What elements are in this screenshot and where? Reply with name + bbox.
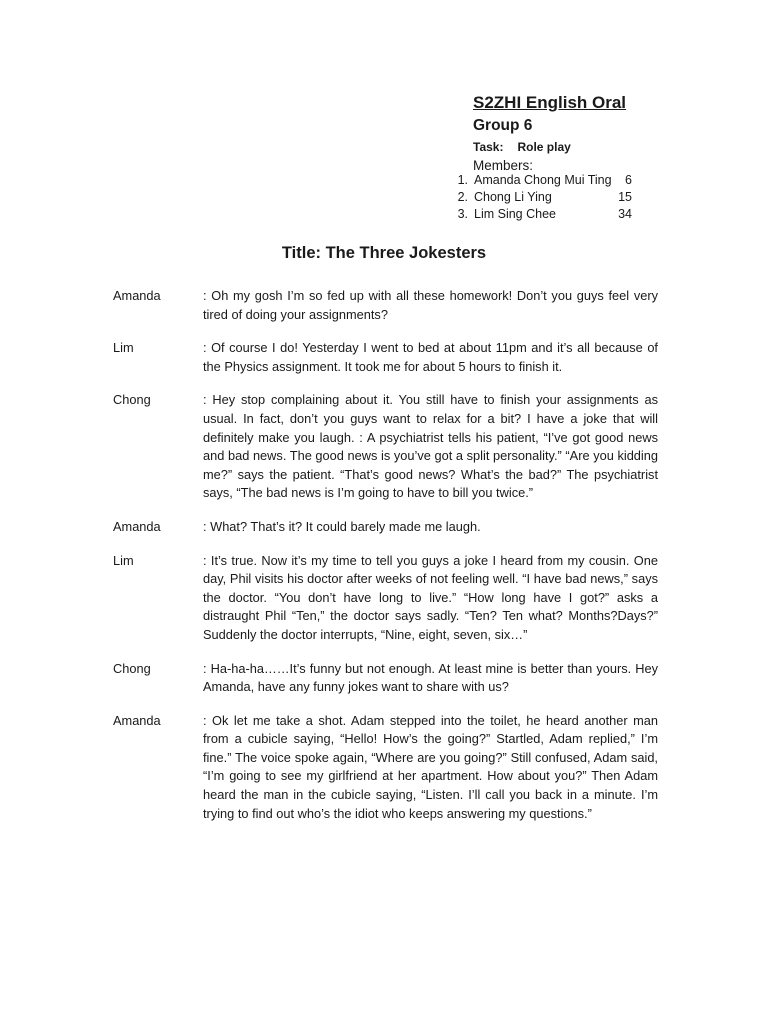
speaker-name: Amanda [113, 712, 161, 728]
document-title [0, 244, 768, 263]
dialogue-line [113, 518, 658, 537]
speech-text: : Of course I do! Yesterday I went to bed at about 11pm and it’s all because of the Physics assignment. It took me for about 5 hours to finish it. [203, 340, 658, 374]
task-label: Task: [473, 140, 504, 154]
task-line [473, 139, 626, 155]
speaker-name: Lim [113, 340, 134, 356]
speaker-name: Chong [113, 660, 151, 676]
group-label: Group 6 [473, 117, 533, 134]
document-title-text: Title: The Three Jokesters [281, 244, 487, 262]
speech-text: : It’s true. Now it’s my time to tell you guys a joke I heard from my cousin. One day, Phil visits his doctor after weeks of not feeling well. “I have bad news,” says the doctor. “You don’t have long to live.” “How long have I got?” asks a distraught Phil “Ten,” the doctor says sadly. “Ten? Ten what? Months?Days?” Suddenly the doctor interrupts, “Nine, eight, seven, six…” [203, 552, 658, 642]
dialogue-line [113, 712, 658, 824]
member-name: Lim Sing Chee [474, 207, 556, 221]
document-heading: S2ZHI English Oral [473, 93, 627, 112]
speech-text: : What? That’s it? It could barely made me laugh. [203, 518, 481, 534]
speaker-name: Chong [113, 392, 151, 408]
speaker-name: Amanda [113, 288, 161, 303]
member-item [452, 172, 642, 189]
members-label: Members: [473, 158, 534, 173]
dialogue-line [113, 660, 658, 697]
dialogue-line [113, 339, 658, 376]
member-name: Amanda Chong Mui Ting [474, 173, 612, 187]
speaker-name: Amanda [113, 518, 161, 534]
speech-text: : Oh my gosh I’m so fed up with all these homework! Don’t you guys feel very tired of doing your assignments? [203, 288, 658, 322]
document-header [473, 92, 626, 175]
speech-text: : Hey stop complaining about it. You still have to finish your assignments as usual. In fact, don’t you guys want to relax for a bit? I have a joke that will definitely make you laugh. : A psychiatrist tells his patient, “I’ve got good news and bad news. The good news is you’ve got a split personality.” “Are you kidding me?” says the patient. “That’s good news? What’s the bad?” The psychiatrist says, “The bad news is I’m going to have to bill you twice.” [203, 392, 658, 501]
member-id: 15 [618, 190, 632, 204]
member-item [452, 189, 642, 206]
speech-text: : Ok let me take a shot. Adam stepped into the toilet, he heard another man from a cubicle saying, “Hello! How’s the going?” Startled, Adam replied,” I’m fine.” The voice spoke again, “Where are you going?” Still confused, Adam said, “I’m going to see my girlfriend at her apartment. How about you?” Then Adam heard the man in the cubicle saying, “Listen. I’ll call you back in a minute. I’m trying to find out who’s the idiot who keeps answering my questions.” [203, 712, 658, 821]
dialogue-line [113, 287, 658, 324]
dialogue-line [113, 391, 658, 503]
dialogue [113, 287, 658, 838]
member-number: 3. [457, 207, 468, 221]
member-id: 34 [618, 207, 632, 221]
members-list [452, 172, 642, 223]
speaker-name: Lim [113, 552, 134, 568]
member-item [452, 206, 642, 223]
member-name: Chong Li Ying [474, 190, 552, 204]
member-id: 6 [625, 173, 632, 187]
member-number: 2. [457, 190, 468, 204]
member-number: 1. [457, 173, 468, 187]
task-value: Role play [517, 140, 571, 154]
speech-text: : Ha-ha-ha……It’s funny but not enough. At least mine is better than yours. Hey Amanda, have any funny jokes want to share with us? [203, 660, 658, 695]
dialogue-line [113, 552, 658, 645]
